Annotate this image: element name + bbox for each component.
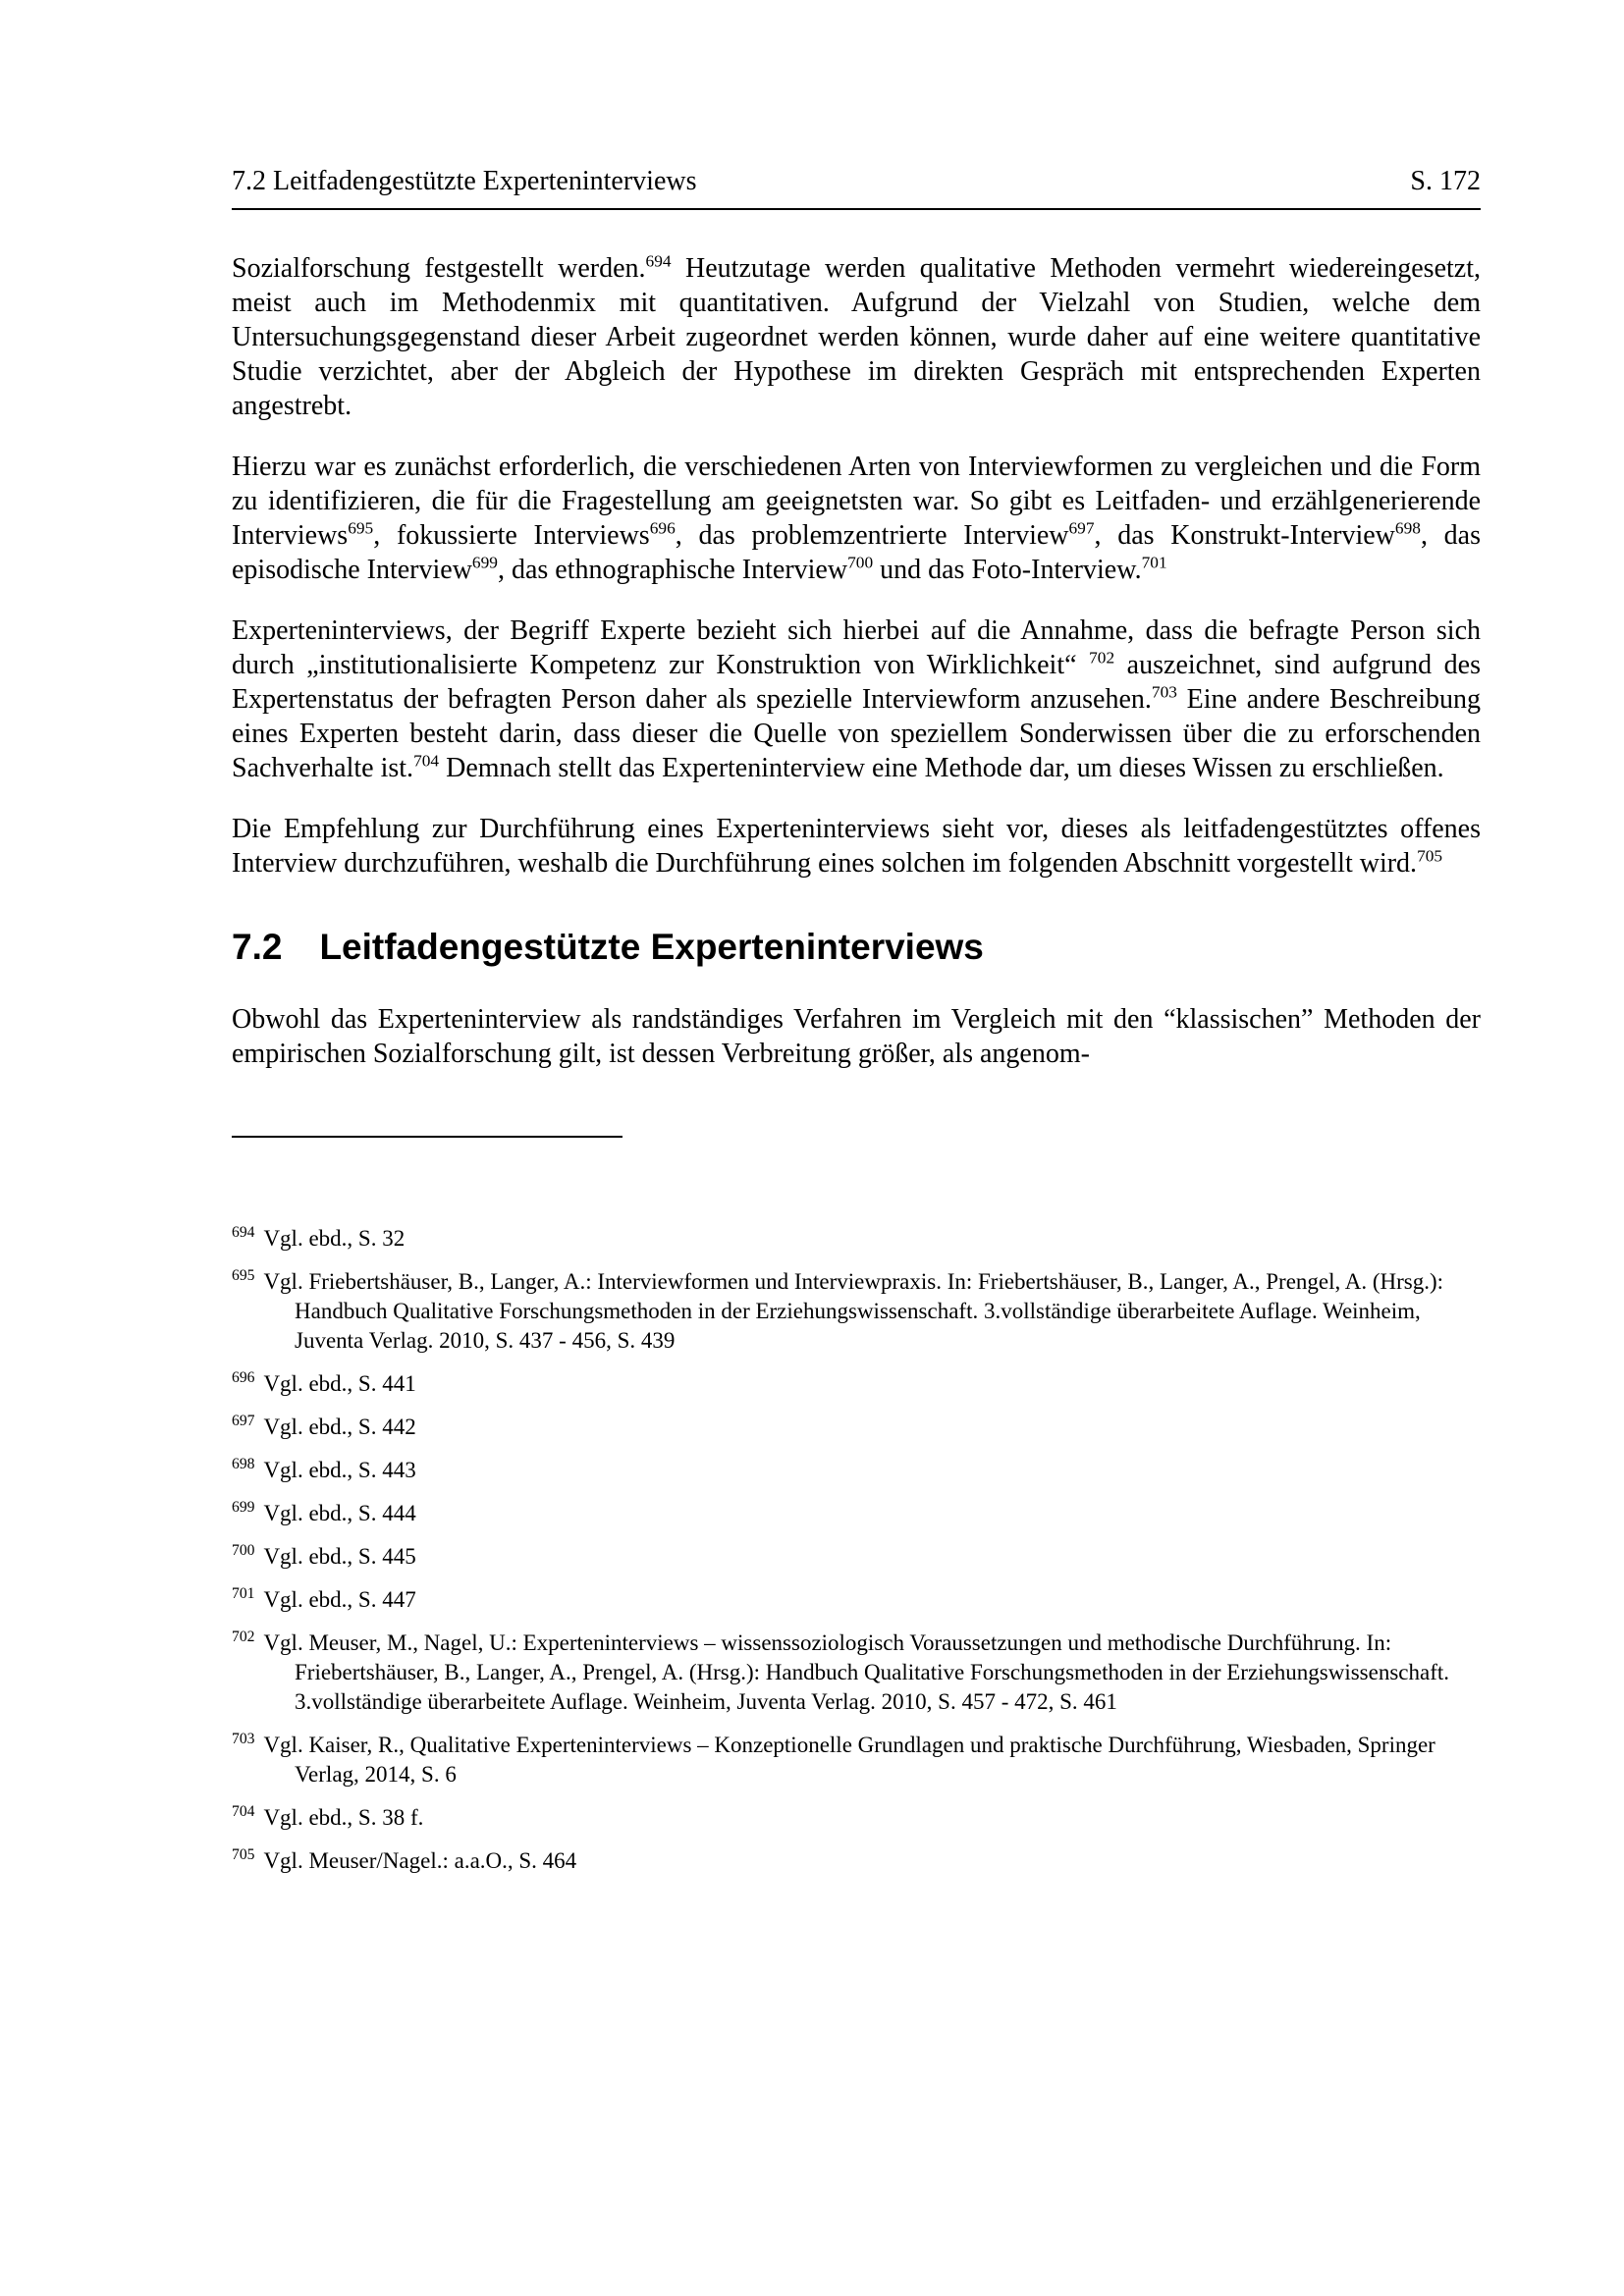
footnote-number: 699 bbox=[232, 1499, 255, 1517]
footnote-number: 697 bbox=[232, 1413, 255, 1430]
footnote-number: 703 bbox=[232, 1731, 255, 1748]
footnote-number: 701 bbox=[232, 1585, 255, 1603]
footnote-text: Vgl. ebd., S. 441 bbox=[263, 1371, 416, 1396]
footnote-text: Vgl. ebd., S. 38 f. bbox=[263, 1805, 424, 1830]
footnote-text: Vgl. Meuser, M., Nagel, U.: Experteninterviews – wissenssoziologisch Voraussetzungen und methodische Durchführung. In: Friebertshäuser, B., Langer, A., Prengel, A. (Hrsg.): Handbuch Qualitative Forschungsmethoden in der Erziehungswissenschaft. 3.vollständige überarbeitete Auflage. Weinheim, Juventa Verlag. 2010, S. 457 - 472, S. 461 bbox=[263, 1630, 1449, 1714]
footnote-ref: 697 bbox=[1068, 518, 1095, 538]
footnote-number: 700 bbox=[232, 1542, 255, 1560]
footnote-ref: 701 bbox=[1141, 553, 1167, 572]
footnote-separator bbox=[232, 1136, 623, 1138]
footnote bbox=[232, 1499, 1481, 1528]
footnote-number: 696 bbox=[232, 1369, 255, 1387]
running-header bbox=[232, 165, 1481, 198]
section-heading bbox=[232, 926, 1481, 969]
footnote-ref: 696 bbox=[649, 518, 676, 538]
footnote bbox=[232, 1369, 1481, 1399]
footnote-text: Vgl. ebd., S. 442 bbox=[263, 1415, 416, 1439]
header-rule bbox=[232, 208, 1481, 210]
paragraph: Sozialforschung festgestellt werden.$^{694}$ Heutzutage werden qualitative Methoden vermehrt wiedereingesetzt, meist auch im Methodenmix mit quantitativen. Aufgrund der Vielzahl von Studien, welche dem Untersuchungsgegenstand dieser Arbeit zugeordnet werden können, wurde daher auf eine weitere quantitative Studie verzichtet, aber der Abgleich der Hypothese im direkten Gespräch mit entsprechenden Experten angestrebt. bbox=[232, 251, 1481, 421]
paragraph: Experteninterviews, der Begriff Experte bezieht sich hierbei auf die Annahme, dass die befragte Person sich durch „institutionalisierte Kompetenz zur Konstruktion von Wirklichkeit“ $^{702}$ auszeichnet, sind aufgrund des Expertenstatus der befragten Person daher als spezielle Interviewform anzusehen.$^{703}$ Eine andere Beschreibung eines Experten besteht darin, dass dieser die Quelle von speziellem Sonderwissen über die zu erforschenden Sachverhalte ist.$^{704}$ Demnach stellt das Experteninterview eine Methode dar, um dieses Wissen zu erschließen. bbox=[232, 615, 1481, 783]
footnote-number: 698 bbox=[232, 1456, 255, 1473]
footnote-ref: 695 bbox=[348, 518, 374, 538]
paragraphs-after-heading bbox=[232, 1002, 1481, 1071]
footnote-text: Vgl. ebd., S. 445 bbox=[263, 1544, 416, 1569]
footnote-ref: 700 bbox=[847, 553, 874, 572]
footnote-ref: 702 bbox=[1089, 648, 1115, 667]
footnote-ref: 703 bbox=[1151, 682, 1177, 702]
footnote-ref: 705 bbox=[1417, 846, 1443, 866]
footnote bbox=[232, 1413, 1481, 1442]
footnote bbox=[232, 1585, 1481, 1615]
footnote bbox=[232, 1731, 1481, 1789]
footnote bbox=[232, 1803, 1481, 1833]
footnote-number: 704 bbox=[232, 1803, 255, 1821]
footnote-number: 695 bbox=[232, 1267, 255, 1285]
paragraphs-before-heading bbox=[232, 251, 1481, 881]
body-text bbox=[232, 251, 1481, 1876]
footnote-text: Vgl. Meuser/Nagel.: a.a.O., S. 464 bbox=[263, 1848, 577, 1873]
footnote bbox=[232, 1542, 1481, 1572]
footnote-number: 705 bbox=[232, 1846, 255, 1864]
footnote-text: Vgl. Kaiser, R., Qualitative Experteninterviews – Konzeptionelle Grundlagen und praktische Durchführung, Wiesbaden, Springer Verlag, 2014, S. 6 bbox=[263, 1733, 1435, 1787]
footnote bbox=[232, 1846, 1481, 1876]
paragraph: Hierzu war es zunächst erforderlich, die verschiedenen Arten von Interviewformen zu vergleichen und die Form zu identifizieren, die für die Fragestellung am geeignetsten war. So gibt es Leitfaden- und erzählgenerierende Interviews$^{695}$, fokussierte Interviews$^{696}$, das problemzentrierte Interview$^{697}$, das Konstrukt-Interview$^{698}$, das episodische Interview$^{699}$, das ethnographische Interview$^{700}$ und das Foto-Interview.$^{701}$ bbox=[232, 452, 1481, 585]
footnote-text: Vgl. ebd., S. 447 bbox=[263, 1587, 416, 1612]
section-heading-number: 7.2 bbox=[232, 927, 283, 967]
footnote-number: 694 bbox=[232, 1224, 255, 1242]
paragraph: Die Empfehlung zur Durchführung eines Experteninterviews sieht vor, dieses als leitfadengestütztes offenes Interview durchzuführen, weshalb die Durchführung eines solchen im folgenden Abschnitt vorgestellt wird.$^{705}$ bbox=[232, 814, 1481, 879]
footnote-ref: 699 bbox=[471, 553, 498, 572]
footnote-text: Vgl. ebd., S. 443 bbox=[263, 1458, 416, 1482]
footnote-text: Vgl. ebd., S. 444 bbox=[263, 1501, 416, 1525]
footnote-text: Vgl. ebd., S. 32 bbox=[263, 1226, 406, 1251]
footnote-text: Vgl. Friebertshäuser, B., Langer, A.: Interviewformen und Interviewpraxis. In: Friebertshäuser, B., Langer, A., Prengel, A. (Hrsg.): Handbuch Qualitative Forschungsmethoden in der Erziehungswissenschaft. 3.vollständige überarbeitete Auflage. Weinheim, Juventa Verlag. 2010, S. 437 - 456, S. 439 bbox=[263, 1269, 1444, 1353]
running-header-section: 7.2 Leitfadengestützte Experteninterviews bbox=[232, 166, 697, 196]
footnote bbox=[232, 1456, 1481, 1485]
footnote-number: 702 bbox=[232, 1629, 255, 1646]
footnote bbox=[232, 1629, 1481, 1717]
footnote-ref: 704 bbox=[413, 751, 440, 771]
footnote bbox=[232, 1267, 1481, 1356]
running-header-page-number: S. 172 bbox=[1410, 166, 1481, 196]
footnote-ref: 694 bbox=[645, 251, 672, 271]
footnotes-list bbox=[232, 1224, 1481, 1876]
section-heading-title: Leitfadengestützte Experteninterviews bbox=[319, 927, 984, 967]
paragraph: Obwohl das Experteninterview als randständiges Verfahren im Vergleich mit den “klassischen” Methoden der empirischen Sozialforschung gilt, ist dessen Verbreitung größer, als angenom- bbox=[232, 1004, 1481, 1069]
footnote-ref: 698 bbox=[1394, 518, 1421, 538]
footnote bbox=[232, 1224, 1481, 1254]
